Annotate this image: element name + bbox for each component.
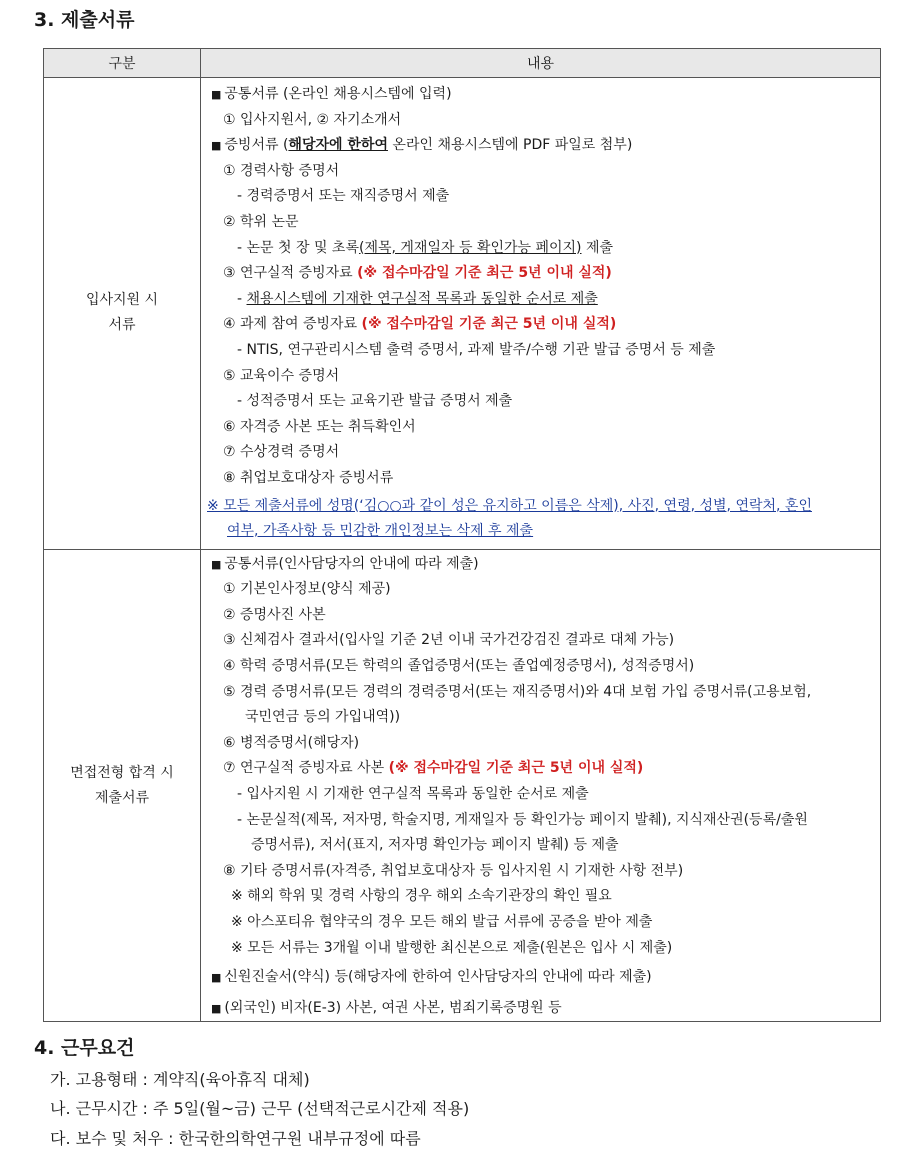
item-text: ⑦ 연구실적 증빙자료 사본 bbox=[223, 760, 389, 777]
privacy-note: ※ 모든 제출서류에 성명(‘김○○과 같이 성은 유지하고 이름은 삭제), 사진, 연령, 성별, 연락처, 혼인 bbox=[207, 497, 812, 514]
list-item: ② 학위 논문 bbox=[223, 213, 299, 230]
item-text: 증빙서류 ( bbox=[224, 137, 289, 154]
underlined-text: (제목, 게재일자 등 확인가능 페이지) bbox=[358, 239, 582, 256]
list-item: ⑧ 기타 증명서류(자격증, 취업보호대상자 등 입사지원 시 기재한 사항 전부) bbox=[223, 862, 684, 879]
item-text: ③ 연구실적 증빙자료 bbox=[223, 265, 358, 282]
list-item bbox=[201, 552, 880, 578]
table-row bbox=[44, 549, 881, 1022]
list-item bbox=[201, 756, 880, 782]
square-bullet-icon: ■ bbox=[211, 1001, 222, 1015]
list-item bbox=[201, 312, 880, 338]
category-label: 면접전형 합격 시 bbox=[70, 764, 174, 781]
list-item: ※ 아스포티유 협약국의 경우 모든 해외 발급 서류에 공증을 받아 제출 bbox=[231, 914, 653, 930]
item-text: 신원진술서(약식) 등(해당자에 한하여 인사담당자의 안내에 따라 제출) bbox=[224, 969, 652, 986]
square-bullet-icon: ■ bbox=[211, 557, 222, 571]
list-item: ⑦ 수상경력 증명서 bbox=[223, 444, 340, 461]
list-item bbox=[201, 287, 880, 313]
item-text: - bbox=[237, 290, 247, 307]
red-note: (※ 접수마감일 기준 최근 5년 이내 실적) bbox=[388, 760, 644, 777]
work-condition-item: 다. 보수 및 처우 : 한국한의학연구원 내부규정에 따름 bbox=[50, 1129, 421, 1148]
red-note: (※ 접수마감일 기준 최근 5년 이내 실적) bbox=[361, 316, 617, 333]
category-cell bbox=[44, 78, 201, 550]
list-item bbox=[201, 996, 880, 1022]
list-item: 국민연금 등의 가입내역)) bbox=[245, 709, 401, 726]
section-3-title: 3. 제출서류 bbox=[34, 9, 135, 31]
square-bullet-icon: ■ bbox=[211, 88, 222, 101]
list-item: - 경력증명서 또는 재직증명서 제출 bbox=[237, 188, 450, 205]
list-item bbox=[201, 261, 880, 287]
item-text: 온라인 채용시스템에 PDF 파일로 첨부) bbox=[387, 137, 633, 154]
underlined-text: 채용시스템에 기재한 연구실적 목록과 동일한 순서로 제출 bbox=[246, 290, 598, 307]
list-item: ① 입사지원서, ② 자기소개서 bbox=[223, 111, 402, 128]
list-item: ⑥ 병적증명서(해당자) bbox=[223, 734, 360, 751]
list-item: ⑧ 취업보호대상자 증빙서류 bbox=[223, 469, 394, 486]
item-text: - 논문 첫 장 및 초록 bbox=[237, 239, 359, 256]
list-item: ⑤ 경력 증명서류(모든 경력의 경력증명서(또는 재직증명서)와 4대 보험 가입 증명서류(고용보험, bbox=[223, 683, 812, 700]
table-header-row bbox=[44, 49, 881, 78]
list-item: - 성적증명서 또는 교육기관 발급 증명서 제출 bbox=[237, 393, 513, 410]
list-item: - 논문실적(제목, 저자명, 학술지명, 게재일자 등 확인가능 페이지 발췌), 지식재산권(등록/출원 bbox=[237, 811, 808, 828]
item-text: 제출 bbox=[581, 239, 613, 256]
list-item bbox=[201, 965, 880, 991]
item-text: 공통서류(인사담당자의 안내에 따라 제출) bbox=[224, 555, 479, 572]
category-cell bbox=[44, 549, 201, 1022]
list-item: ③ 신체검사 결과서(입사일 기준 2년 이내 국가건강검진 결과로 대체 가능) bbox=[223, 632, 675, 649]
list-item: ② 증명사진 사본 bbox=[223, 606, 326, 623]
table-row bbox=[44, 78, 881, 550]
item-text: ④ 과제 참여 증빙자료 bbox=[223, 316, 362, 333]
square-bullet-icon: ■ bbox=[211, 971, 222, 985]
list-item: ⑤ 교육이수 증명서 bbox=[223, 367, 340, 384]
list-item: ① 기본인사정보(양식 제공) bbox=[223, 581, 391, 598]
list-item bbox=[201, 236, 880, 262]
list-item: ④ 학력 증명서류(모든 학력의 졸업증명서(또는 졸업예정증명서), 성적증명서) bbox=[223, 658, 695, 675]
list-item: ※ 모든 서류는 3개월 이내 발행한 최신본으로 제출(원본은 입사 시 제출) bbox=[231, 939, 673, 956]
list-item: - NTIS, 연구관리시스템 출력 증명서, 과제 발주/수행 기관 발급 증명서 등 제출 bbox=[237, 341, 716, 358]
content-cell bbox=[201, 78, 881, 550]
emphasis-text: 해당자에 한하여 bbox=[288, 137, 388, 154]
list-item: - 입사지원 시 기재한 연구실적 목록과 동일한 순서로 제출 bbox=[237, 786, 589, 803]
category-label: 입사지원 시 bbox=[85, 292, 159, 309]
documents-table bbox=[43, 48, 881, 1022]
work-condition-item: 나. 근무시간 : 주 5일(월~금) 근무 (선택적근로시간제 적용) bbox=[50, 1099, 470, 1118]
privacy-note: 여부, 가족사항 등 민감한 개인정보는 삭제 후 제출 bbox=[227, 523, 534, 540]
list-item: ※ 해외 학위 및 경력 사항의 경우 해외 소속기관장의 확인 필요 bbox=[231, 888, 612, 905]
header-category: 구분 bbox=[44, 49, 201, 78]
content-cell bbox=[201, 549, 881, 1022]
item-text: 공통서류 (온라인 채용시스템에 입력) bbox=[224, 86, 452, 102]
section-4-title: 4. 근무요건 bbox=[34, 1037, 135, 1059]
category-label: 서류 bbox=[108, 317, 136, 334]
list-item bbox=[201, 82, 880, 108]
list-item: ⑥ 자격증 사본 또는 취득확인서 bbox=[223, 418, 416, 435]
header-content: 내용 bbox=[201, 49, 881, 78]
item-text: (외국인) 비자(E-3) 사본, 여권 사본, 범죄기록증명원 등 bbox=[224, 999, 562, 1016]
category-label: 제출서류 bbox=[94, 789, 150, 806]
work-condition-item: 가. 고용형태 : 계약직(육아휴직 대체) bbox=[50, 1070, 310, 1089]
list-item: ① 경력사항 증명서 bbox=[223, 162, 340, 179]
red-note: (※ 접수마감일 기준 최근 5년 이내 실적) bbox=[357, 265, 612, 282]
list-item bbox=[201, 133, 880, 159]
list-item: 증명서류), 저서(표지, 저자명 확인가능 페이지 발췌) 등 제출 bbox=[251, 837, 619, 854]
square-bullet-icon: ■ bbox=[211, 139, 222, 153]
